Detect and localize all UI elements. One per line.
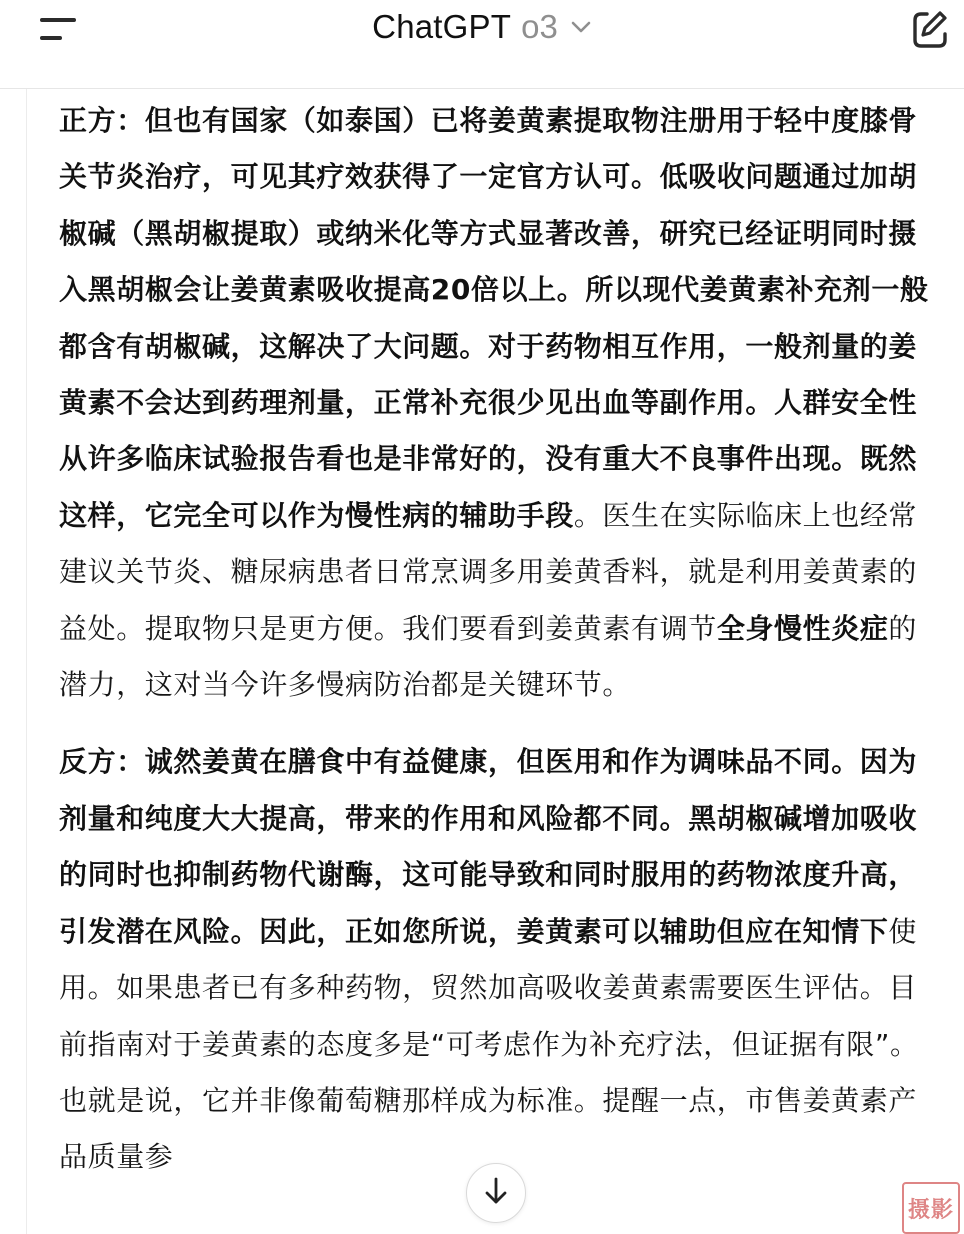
arrow-down-icon (483, 1176, 509, 1210)
watermark-stamp (902, 1182, 960, 1234)
bold-text: 正方：但也有国家（如泰国）已将姜黄素提取物注册用于轻中度膝骨关节炎治疗，可见其疗效获得了一定官方认可。低吸收问题通过加胡椒碱（黑胡椒提取）或纳米化等方式显著改善，研究已经证明同时摄入黑胡椒会让姜黄素吸收提高20倍以上。所以现代姜黄素补充剂一般都含有胡椒碱，这解决了大问题。对于药物相互作用，一般剂量的姜黄素不会达到药理剂量，正常补充很少见出血等副作用。人群安全性从许多临床试验报告看也是非常好的，没有重大不良事件出现。既然这样，它完全可以作为慢性病的辅助手段 (59, 104, 929, 532)
watermark-text: 摄影 (907, 1197, 954, 1223)
message-paragraph (59, 734, 939, 1185)
scroll-to-bottom-button[interactable] (466, 1163, 526, 1223)
text-run: 的潜力，这对当今许多慢病防治都是关键环节。 (59, 611, 918, 702)
model-selector[interactable] (372, 8, 592, 46)
app-title: ChatGPT (372, 8, 512, 45)
text-run: 使用。如果患者已有多种药物，贸然加高吸收姜黄素需要医生评估。目前指南对于姜黄素的态度多是“可考虑作为补充疗法，但证据有限”。也就是说，它并非像葡萄糖那样成为标准。提醒一点，市售姜黄素产品质量参 (59, 914, 919, 1174)
assistant-message (59, 93, 939, 1186)
title-area (0, 8, 964, 46)
left-divider (26, 88, 27, 1234)
bold-text: 反方：诚然姜黄在膳食中有益健康，但医用和作为调味品不同。因为剂量和纯度大大提高，带来的作用和风险都不同。黑胡椒碱增加吸收的同时也抑制药物代谢酶，这可能导致和同时服用的药物浓度升高，引发潜在风险。因此，正如您所说，姜黄素可以辅助但应在知情下 (59, 745, 918, 948)
new-chat-button[interactable] (910, 6, 950, 50)
bold-text: 全身慢性炎症 (716, 611, 889, 645)
top-bar (0, 0, 964, 89)
chevron-down-icon (570, 19, 592, 38)
message-paragraph (59, 93, 939, 713)
edit-pencil-icon (910, 35, 950, 54)
text-run: 。医生在实际临床上也经常建议关节炎、糖尿病患者日常烹调多用姜黄香料，就是利用姜黄素的益处。提取物只是更方便。我们要看到姜黄素有调节 (59, 498, 918, 645)
model-name: o3 (521, 8, 558, 45)
